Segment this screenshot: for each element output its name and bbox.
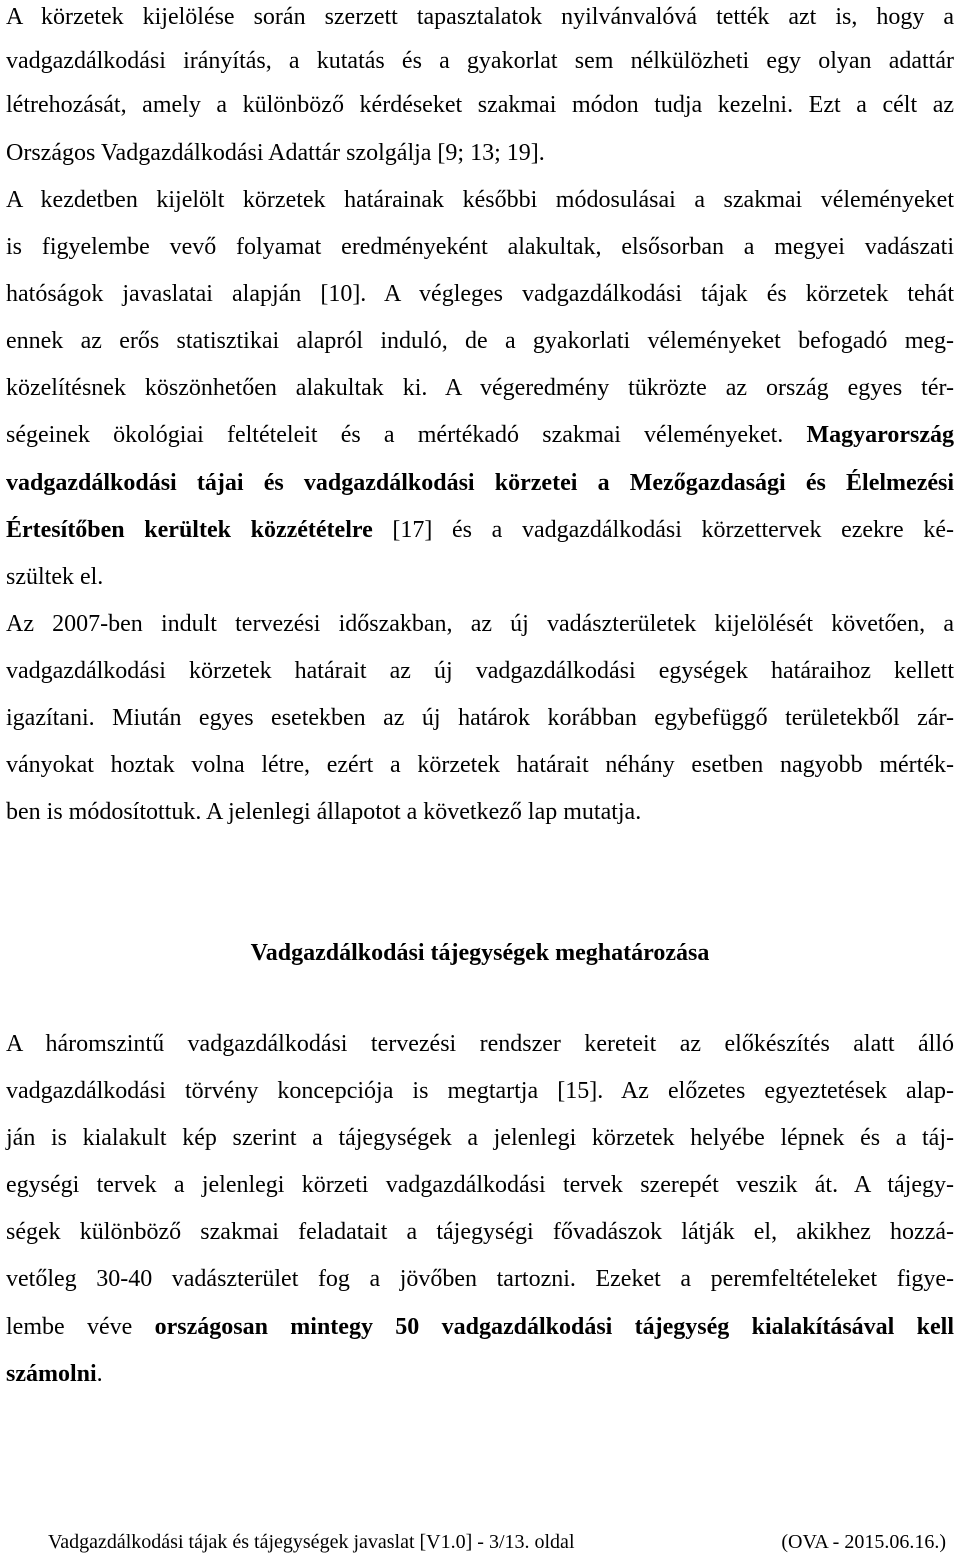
text-line: A körzetek kijelölése során szerzett tapasztalatok nyilvánvalóvá tették azt is, hogy a bbox=[6, 4, 954, 30]
text-line: szültek el. bbox=[6, 564, 104, 590]
bold-text-run: számolni bbox=[6, 1361, 97, 1387]
footer-document-info: Vadgazdálkodási tájak és tájegységek javaslat [V1.0] - 3/13. oldal bbox=[48, 1531, 575, 1553]
text-line bbox=[6, 1310, 954, 1358]
text-run: ségeinek ökológiai feltételeit és a mértékadó szakmai véleményeket. bbox=[6, 422, 807, 448]
text-line: egységi tervek a jelenlegi körzeti vadgazdálkodási tervek szerepét veszik át. A tájegy- bbox=[6, 1172, 954, 1198]
footer-version-date: (OVA - 2015.06.16.) bbox=[781, 1531, 946, 1553]
text-run: lembe véve bbox=[6, 1314, 155, 1340]
text-line: hatóságok javaslatai alapján [10]. A végleges vadgazdálkodási tájak és körzetek tehát bbox=[6, 281, 954, 307]
text-line bbox=[6, 1357, 954, 1405]
bold-text-run: vadgazdálkodási tájai és vadgazdálkodási körzetei a Mezőgazdasági és Élelmezési bbox=[6, 470, 954, 496]
text-line: ványokat hoztak volna létre, ezért a körzetek határait néhány esetben nagyobb mérték- bbox=[6, 752, 954, 778]
text-run: . bbox=[96, 1361, 103, 1387]
text-run: [17] és a vadgazdálkodási körzettervek ezekre ké- bbox=[372, 517, 954, 543]
text-line bbox=[6, 513, 954, 561]
text-line: ben is módosítottuk. A jelenlegi állapotot a következő lap mutatja. bbox=[6, 799, 642, 825]
text-line: A háromszintű vadgazdálkodási tervezési rendszer kereteit az előkészítés alatt álló bbox=[6, 1031, 954, 1057]
text-line: ennek az erős statisztikai alapról induló, de a gyakorlati véleményeket befogadó meg- bbox=[6, 328, 954, 354]
text-line: ján is kialakult kép szerint a tájegységek a jelenlegi körzetek helyébe lépnek és a táj- bbox=[6, 1125, 954, 1151]
bold-text-run: Magyarország bbox=[806, 422, 954, 448]
text-line: létrehozását, amely a különböző kérdéseket szakmai módon tudja kezelni. Ezt a célt az bbox=[6, 92, 954, 118]
text-line: vetőleg 30-40 vadászterület fog a jövőben tartozni. Ezeket a peremfeltételeket figye- bbox=[6, 1266, 954, 1292]
text-line: is figyelembe vevő folyamat eredményeként alakultak, elsősorban a megyei vadászati bbox=[6, 234, 954, 260]
text-line: Az 2007-ben indult tervezési időszakban, az új vadászterületek kijelölését követően, a bbox=[6, 611, 954, 637]
text-line: Országos Vadgazdálkodási Adattár szolgálja [9; 13; 19]. bbox=[6, 140, 545, 166]
text-line bbox=[6, 418, 954, 466]
text-line: vadgazdálkodási körzetek határait az új vadgazdálkodási egységek határaihoz kellett bbox=[6, 658, 954, 684]
bold-text-line bbox=[6, 466, 954, 514]
bold-text-run: országosan mintegy 50 vadgazdálkodási tájegység kialakításával kell bbox=[154, 1314, 954, 1340]
text-line: ségek különböző szakmai feladatait a tájegységi fővadászok látják el, akikhez hozzá- bbox=[6, 1219, 954, 1245]
text-line: közelítésnek köszönhetően alakultak ki. A végeredmény tükrözte az ország egyes tér- bbox=[6, 375, 954, 401]
text-line: vadgazdálkodási törvény koncepciója is megtartja [15]. Az előzetes egyeztetések alap- bbox=[6, 1078, 954, 1104]
text-line: igazítani. Miután egyes esetekben az új határok korábban egybefüggő területekből zár- bbox=[6, 705, 954, 731]
bold-text-run: Értesítőben kerültek közzétételre bbox=[6, 517, 373, 543]
text-line: A kezdetben kijelölt körzetek határainak későbbi módosulásai a szakmai véleményeket bbox=[6, 187, 954, 213]
text-line: vadgazdálkodási irányítás, a kutatás és a gyakorlat sem nélkülözheti egy olyan adattár bbox=[6, 48, 954, 74]
section-heading: Vadgazdálkodási tájegységek meghatározása bbox=[250, 940, 710, 966]
